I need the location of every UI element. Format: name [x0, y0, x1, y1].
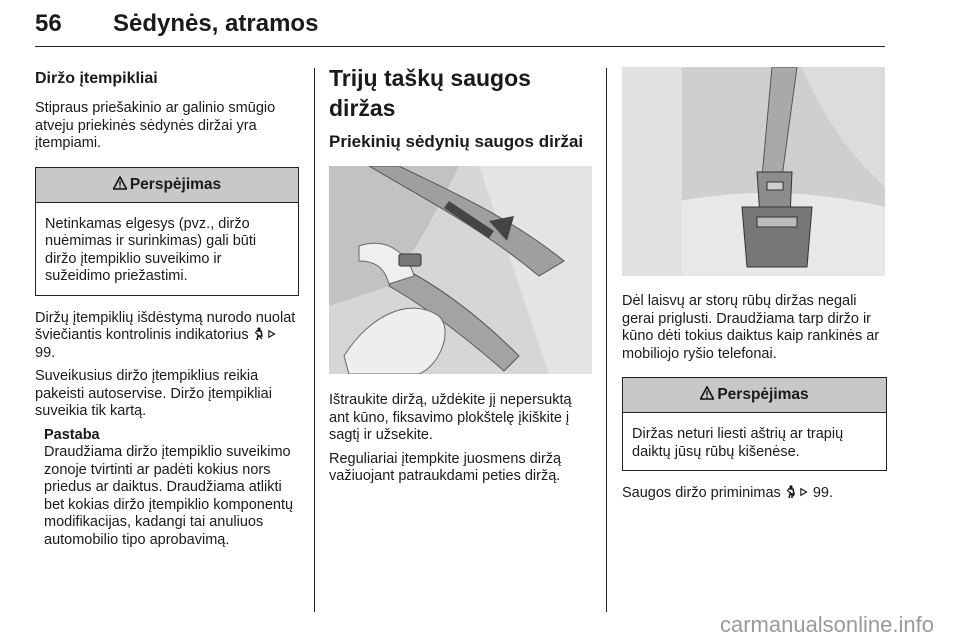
fastening-paragraph: Ištraukite diržą, uždėkite jį nepersuktą ant kūno, fiksavimo plokštelę įkiškite į sagtį ir užsekite. [329, 392, 572, 443]
intro-paragraph: Stipraus priešakinio ar galinio smūgio atveju priekinės sėdynės diržai yra įtempiami. [35, 100, 276, 151]
column-divider-right [606, 68, 607, 612]
subheading-front-seat-belts: Priekinių sėdynių saugos diržai [329, 132, 584, 151]
indicator-text: Diržų įtempiklių išdėstymą nurodo nuolat šviečiantis kontrolinis indikatorius [35, 309, 296, 343]
middle-column-text [329, 392, 594, 492]
warning-header [36, 168, 298, 203]
reminder-page-ref: 99. [812, 485, 834, 501]
reminder-paragraph [622, 485, 887, 503]
warning-text: Netinkamas elgesys (pvz., diržo nuėmimas ir surinkimas) gali būti diržo įtempiklio suveikimo ir sužeidimo priežastimi. [45, 215, 257, 284]
loose-clothing-paragraph: Dėl laisvų ar storų rūbų diržas negali gerai priglusti. Draudžiama tarp diržo ir kūno dėti tokius daiktus kaip rankinės ar mobiliojo ryšio telefonai. [622, 293, 880, 362]
note-title: Pastaba [44, 426, 100, 443]
warning-title: Perspėjimas [129, 175, 222, 193]
right-column-text [622, 293, 887, 509]
warning-box-right [622, 377, 887, 471]
belt-fastening-illustration [329, 166, 592, 374]
replacement-paragraph: Suveikusius diržo įtempiklius reikia pakeisti autoservise. Diržo įtempikliai suveikia tik kartą. [35, 368, 272, 419]
seatbelt-reminder-icon [785, 485, 796, 499]
indicator-paragraph [35, 310, 299, 363]
page-reference-icon [800, 485, 809, 499]
tightening-paragraph: Reguliariai įtempkite juosmens diržą važiuojant patraukdami peties diržą. [329, 450, 562, 484]
left-column [35, 69, 299, 555]
pretensioner-indicator-icon [253, 327, 264, 341]
page-header [35, 6, 885, 47]
warning-title-right: Perspėjimas [717, 386, 809, 403]
note-block [35, 427, 299, 550]
page-reference-icon [268, 327, 277, 341]
warning-text-right: Diržas neturi liesti aštrių ar trapių daiktų jūsų rūbų kišenėse. [632, 426, 844, 460]
note-text: Draudžiama diržo įtempiklio suveikimo zonoje tvirtinti ar padėti kokius nors priedus ar daiktus. Draudžiama atlikti bet kokias diržo įtempiklio komponentų modifikacijas, kadangi tai anuliuos automobilio tipo aprobavimą. [44, 444, 294, 548]
warning-box [35, 167, 299, 296]
chapter-title: Sėdynės, atramos [113, 10, 319, 37]
buckle-illustration [622, 67, 885, 276]
reminder-text: Saugos diržo priminimas [622, 485, 781, 501]
watermark: carmanualsonline.info [719, 612, 934, 637]
warning-triangle-icon [113, 176, 127, 190]
page-number: 56 [35, 10, 62, 37]
warning-triangle-icon [700, 386, 714, 400]
warning-header-right [623, 378, 886, 413]
section-heading-pretensioners: Diržo įtempikliai [35, 70, 158, 87]
section-heading-three-point-belt: Trijų taškų saugos diržas [329, 65, 531, 121]
indicator-page-ref: 99. [35, 344, 56, 361]
column-divider-left [314, 68, 315, 612]
